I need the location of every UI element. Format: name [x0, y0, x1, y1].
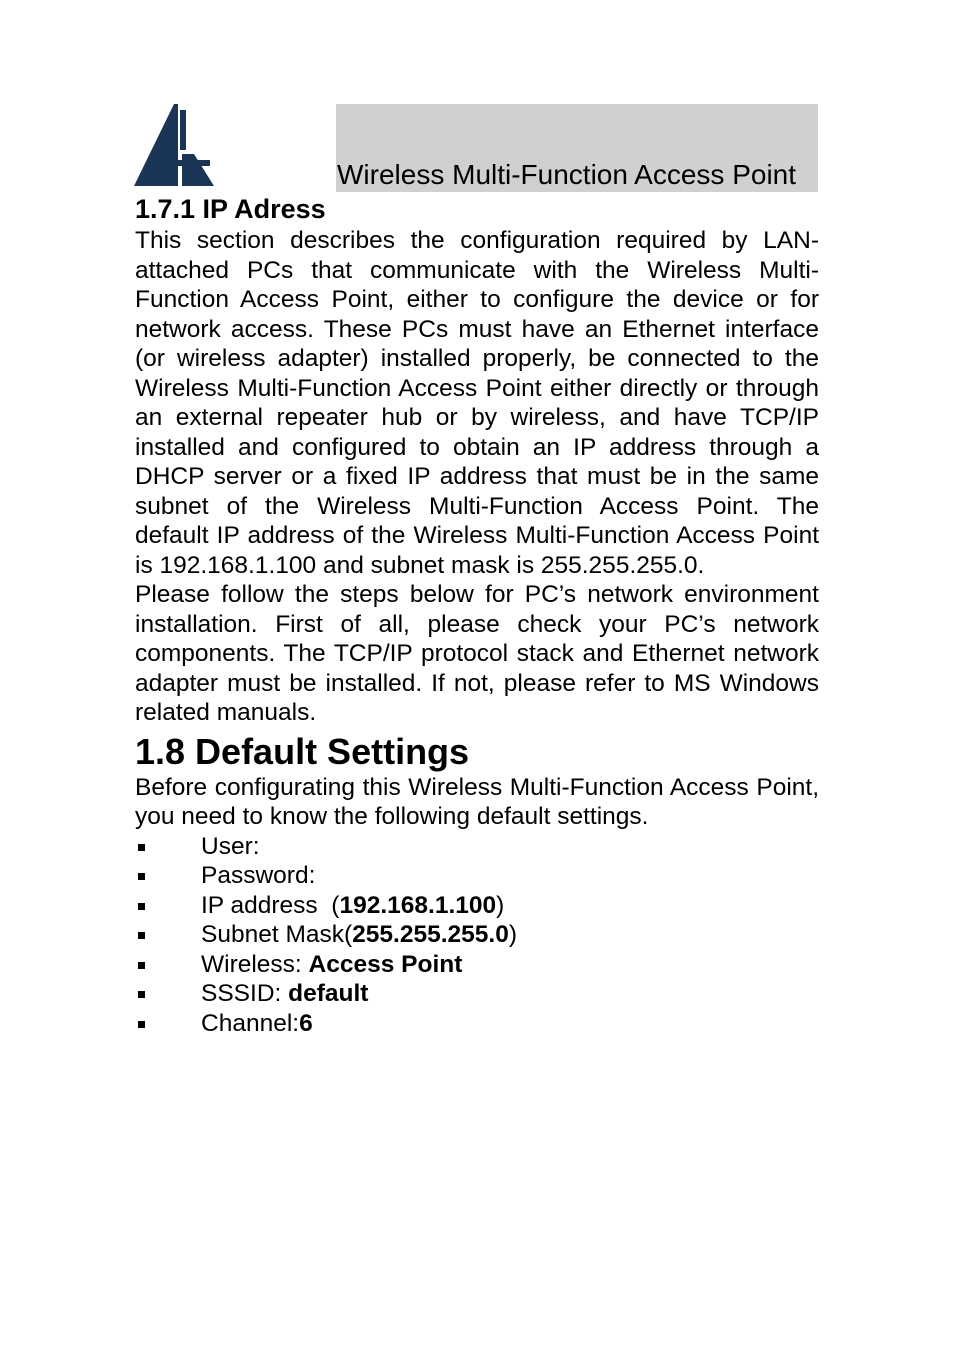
list-item [135, 950, 819, 980]
setting-label: Subnet Mask( [201, 921, 353, 948]
header-title: Wireless Multi-Function Access Point [337, 159, 797, 190]
document-body [135, 193, 819, 1038]
default-settings-intro: Before configurating this Wireless Multi-Function Access Point, you need to know the following default settings. [135, 773, 819, 830]
setting-label: User: [201, 832, 260, 860]
square-bullet-icon [138, 903, 145, 910]
square-bullet-icon [138, 1021, 145, 1028]
default-settings-list [135, 832, 819, 1039]
section-heading-ip-address: 1.7.1 IP Adress [135, 194, 326, 224]
ip-address-paragraph: This section describes the configuration required by LAN-attached PCs that communicate with the Wireless Multi-Function Access Point, either to configure the device or for network access. These PCs must have an Ethernet interface (or wireless adapter) installed properly, be connected to the Wireless Multi-Function Access Point either directly or through an external repeater hub or by wireless, and have TCP/IP installed and configured to obtain an IP address through a DHCP server or a fixed IP address that must be in the same subnet of the Wireless Multi-Function Access Point. The default IP address of the Wireless Multi-Function Access Point is 192.168.1.100 and subnet mask is 255.255.255.0. [135, 227, 819, 579]
setting-label: IP address ( [201, 891, 340, 919]
list-item [135, 832, 819, 862]
list-item [135, 1009, 819, 1039]
setting-label: Wireless: [201, 950, 309, 978]
square-bullet-icon [138, 991, 145, 998]
setting-value: default [288, 980, 369, 1007]
setting-value: Access Point [308, 950, 463, 978]
list-item [135, 861, 819, 891]
list-item [135, 979, 819, 1009]
setting-suffix: ) [508, 921, 518, 948]
setting-value: 192.168.1.100 [339, 891, 497, 919]
setting-suffix: ) [496, 891, 505, 919]
square-bullet-icon [138, 962, 145, 969]
pc-setup-paragraph: Please follow the steps below for PC’s network environment installation. First of all, please check your PC’s network components. The TCP/IP protocol stack and Ethernet network adapter must be installed. If not, please refer to MS Windows related manuals. [135, 581, 819, 726]
setting-value: 6 [299, 1009, 313, 1037]
section-heading-default-settings: 1.8 Default Settings [135, 730, 470, 772]
atlantis-a-logo-icon [134, 104, 214, 186]
setting-label: SSSID: [201, 980, 289, 1007]
square-bullet-icon [138, 873, 145, 880]
setting-value: 255.255.255.0 [352, 921, 509, 948]
setting-label: Password: [201, 862, 316, 889]
square-bullet-icon [138, 932, 145, 939]
list-item [135, 891, 819, 921]
list-item [135, 920, 819, 950]
setting-label: Channel: [201, 1009, 300, 1037]
square-bullet-icon [138, 844, 145, 851]
